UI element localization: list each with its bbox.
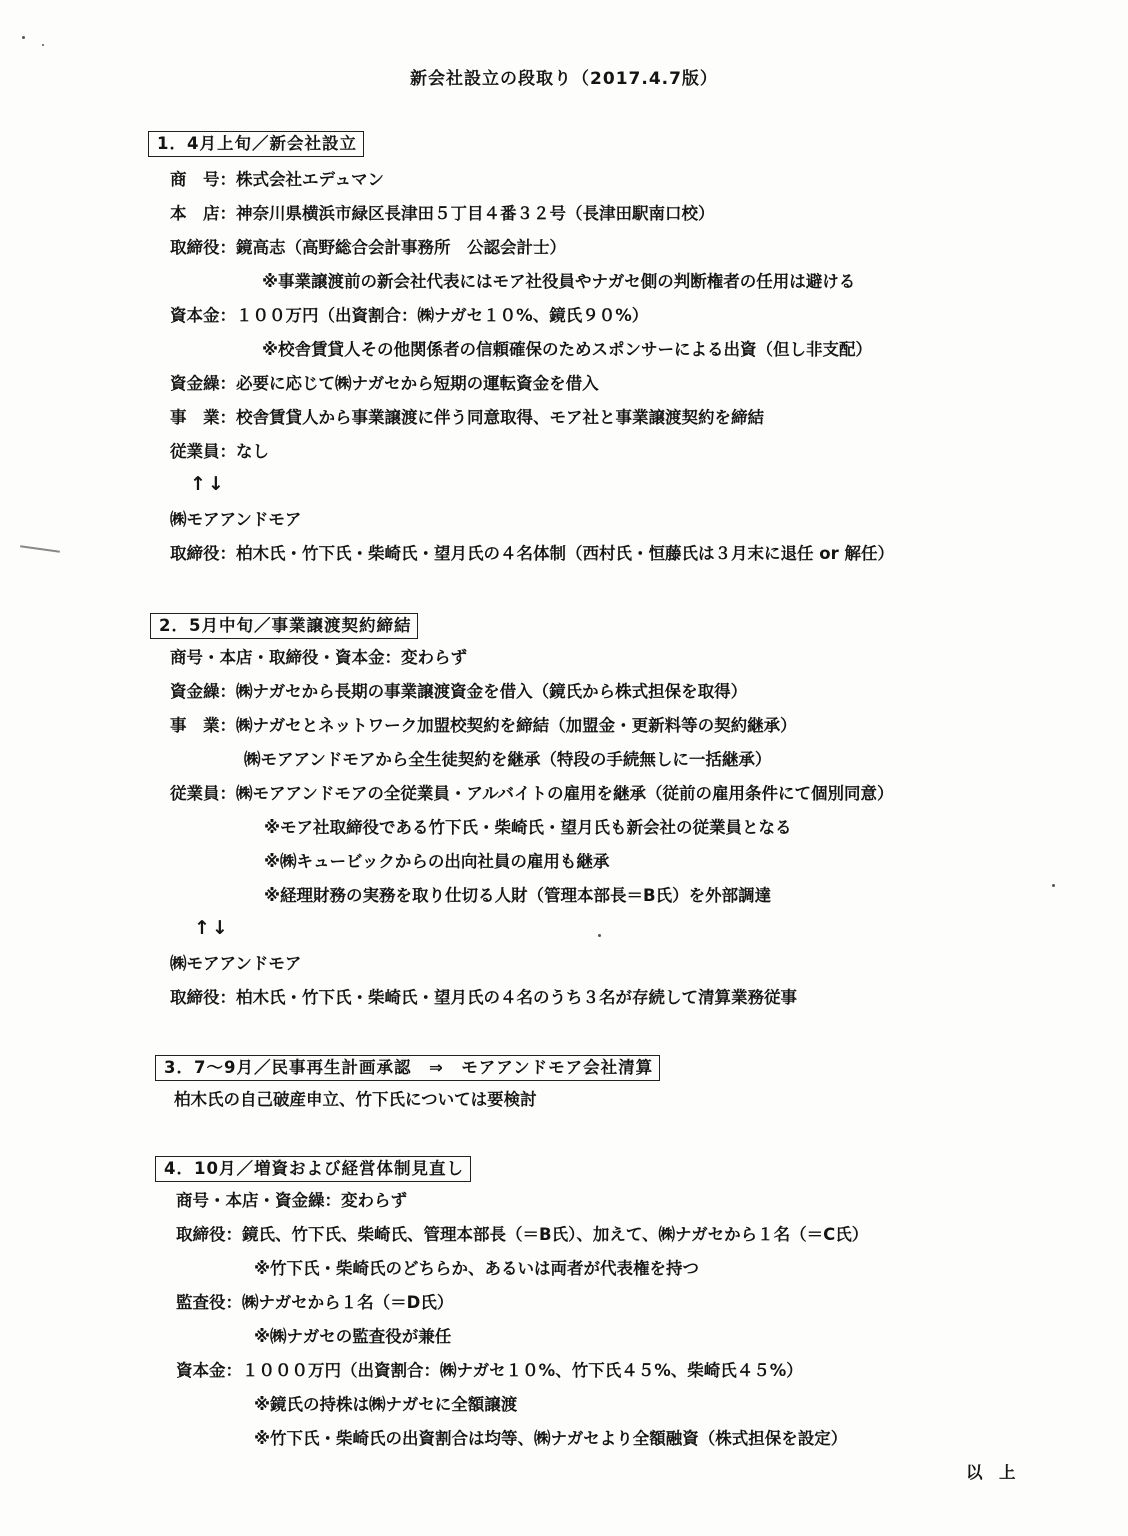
employees-line: 従業員：㈱モアアンドモアの全従業員・アルバイトの雇用を継承（従前の雇用条件にて個別同意）	[170, 784, 894, 803]
director-line: 取締役：柏木氏・竹下氏・柴崎氏・望月氏の４名体制（西村氏・恒藤氏は３月末に退任 or 解任）	[170, 544, 894, 563]
note-line: ※㈱キュービックからの出向社員の雇用も継承	[264, 852, 610, 871]
business-line: ㈱モアアンドモアから全生徒契約を継承（特段の手続無しに一括継承）	[244, 750, 772, 769]
section-heading: 1．4月上旬／新会社設立	[148, 131, 364, 157]
note-line: ※鏡氏の持株は㈱ナガセに全額譲渡	[254, 1395, 518, 1414]
capital-line: 資本金：１０００万円（出資割合：㈱ナガセ１０%、竹下氏４５%、柴崎氏４５%）	[176, 1361, 803, 1380]
capital-line: 資本金：１００万円（出資割合：㈱ナガセ１０%、鏡氏９０%）	[170, 306, 649, 325]
note-line: ※経理財務の実務を取り仕切る人財（管理本部長＝B氏）を外部調達	[264, 886, 772, 905]
auditor-line: 監査役：㈱ナガセから１名（＝D氏）	[176, 1293, 454, 1312]
document-title: 新会社設立の段取り（2017.4.7版）	[410, 69, 718, 89]
scan-smudge	[20, 545, 60, 553]
section-heading: 3．7～9月／民事再生計画承認 ⇒ モアアンドモア会社清算	[155, 1055, 660, 1081]
up-down-arrows-icon: ↑↓	[194, 917, 230, 939]
closing-text: 以 上	[966, 1463, 1016, 1482]
up-down-arrows-icon: ↑↓	[190, 473, 226, 495]
note-line: ※校舎賃貸人その他関係者の信頼確保のためスポンサーによる出資（但し非支配）	[262, 340, 873, 359]
employees-line: 従業員：なし	[170, 442, 269, 461]
director-line: 取締役：鏡氏、竹下氏、柴崎氏、管理本部長（＝B氏）、加えて、㈱ナガセから１名（＝C氏）	[176, 1225, 869, 1244]
scan-speck	[598, 934, 601, 937]
business-line: 事 業：㈱ナガセとネットワーク加盟校契約を締結（加盟金・更新料等の契約継承）	[170, 716, 797, 735]
note-line: ※㈱ナガセの監査役が兼任	[254, 1327, 452, 1346]
financing-line: 資金繰：必要に応じて㈱ナガセから短期の運転資金を借入	[170, 374, 599, 393]
note-line: ※竹下氏・柴崎氏の出資割合は均等、㈱ナガセより全額融資（株式担保を設定）	[254, 1429, 848, 1448]
section-heading: 4．10月／増資および経営体制見直し	[155, 1156, 471, 1182]
note-line: ※竹下氏・柴崎氏のどちらか、あるいは両者が代表権を持つ	[254, 1259, 700, 1278]
unchanged-line: 商号・本店・取締役・資本金：変わらず	[170, 648, 467, 667]
head-office-line: 本 店：神奈川県横浜市緑区長津田５丁目４番３２号（長津田駅南口校）	[170, 204, 715, 223]
company-name-line: ㈱モアアンドモア	[170, 510, 302, 529]
unchanged-line: 商号・本店・資金繰：変わらず	[176, 1191, 407, 1210]
company-name-line: ㈱モアアンドモア	[170, 954, 302, 973]
director-line: 取締役：柏木氏・竹下氏・柴崎氏・望月氏の４名のうち３名が存続して清算業務従事	[170, 988, 797, 1007]
scan-speck	[1052, 884, 1055, 887]
business-line: 事 業：校舎賃貸人から事業譲渡に伴う同意取得、モア社と事業譲渡契約を締結	[170, 408, 764, 427]
scan-speck	[22, 36, 25, 39]
section-heading: 2．5月中旬／事業譲渡契約締結	[150, 613, 418, 639]
financing-line: 資金繰：㈱ナガセから長期の事業譲渡資金を借入（鏡氏から株式担保を取得）	[170, 682, 748, 701]
note-line: 柏木氏の自己破産申立、竹下氏については要検討	[174, 1090, 537, 1109]
note-line: ※事業譲渡前の新会社代表にはモア社役員やナガセ側の判断権者の任用は避ける	[262, 272, 856, 291]
director-line: 取締役：鏡高志（高野総合会計事務所 公認会計士）	[170, 238, 566, 257]
note-line: ※モア社取締役である竹下氏・柴崎氏・望月氏も新会社の従業員となる	[264, 818, 792, 837]
trade-name-line: 商 号：株式会社エデュマン	[170, 170, 385, 189]
scan-speck	[42, 44, 44, 46]
